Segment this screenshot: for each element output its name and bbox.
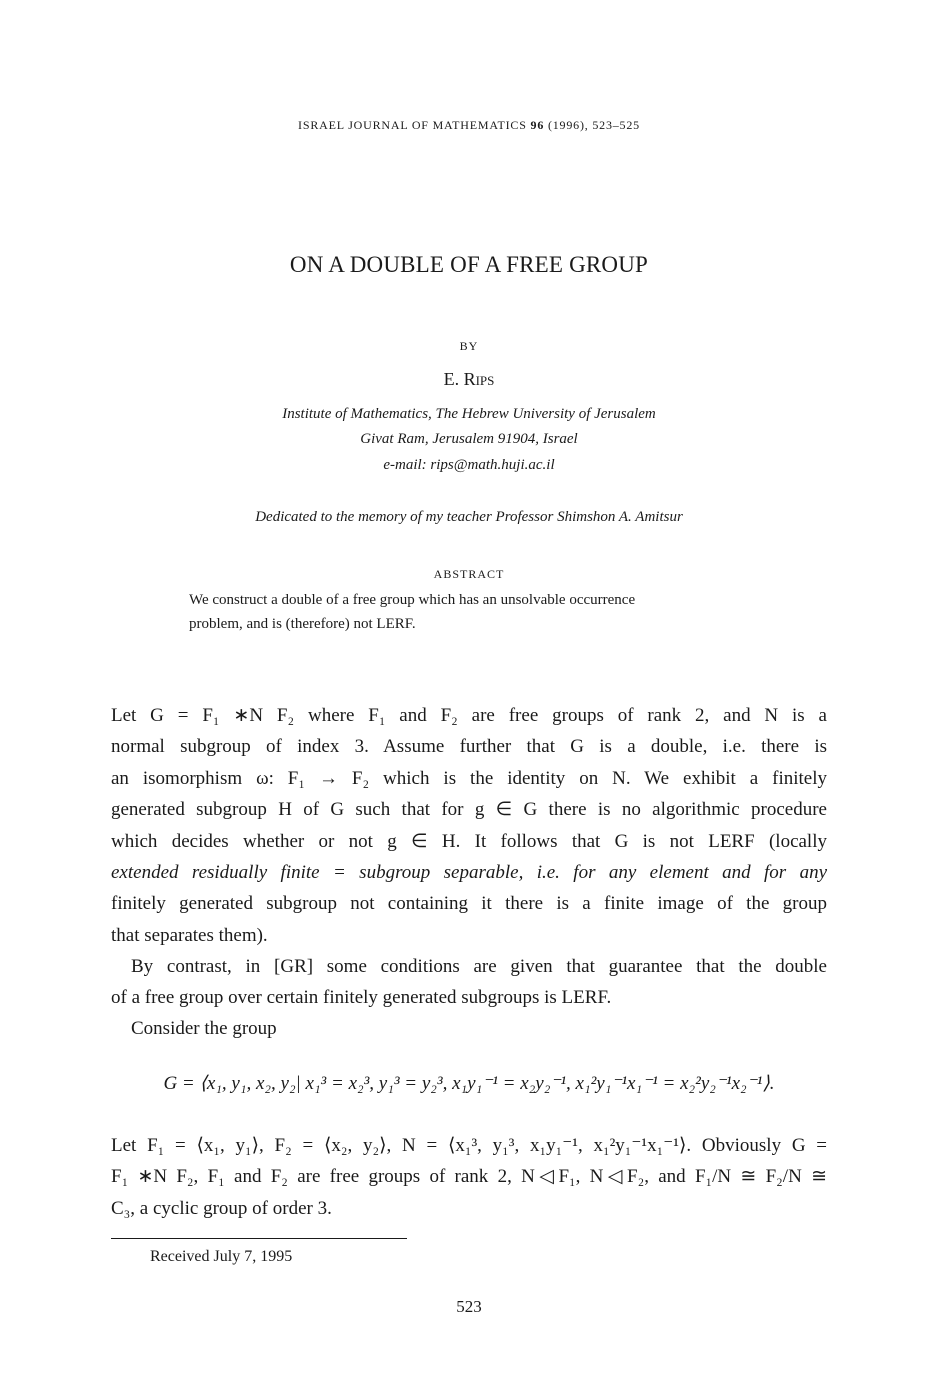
p4-line-3: C₃, a cyclic group of order 3. bbox=[111, 1197, 332, 1219]
p1-line-2: normal subgroup of index 3. Assume further that G is a double, i.e. there is bbox=[111, 736, 827, 758]
journal-name: ISRAEL JOURNAL OF MATHEMATICS bbox=[298, 118, 527, 132]
display-equation: G = ⟨x₁, y₁, x₂, y₂| x₁³ = x₂³, y₁³ = y₂³, x₁y₁⁻¹ = x₂y₂⁻¹, x₁²y₁⁻¹x₁⁻¹ = x₂²y₂⁻¹x₂⁻¹⟩. bbox=[163, 1073, 775, 1094]
author-name: E. Rips bbox=[443, 369, 495, 389]
p1-line-7: finitely generated subgroup not containing it there is a finite image of the group bbox=[111, 893, 827, 915]
paragraph-2 bbox=[111, 951, 827, 1014]
p2-line-1: By contrast, in [GR] some conditions are given that guarantee that the double bbox=[131, 956, 827, 977]
running-header bbox=[0, 118, 938, 133]
paragraph-3 bbox=[111, 1013, 827, 1044]
p1-line-6: extended residually finite = subgroup separable, i.e. for any element and for any bbox=[111, 862, 827, 884]
p4-line-1: Let F₁ = ⟨x₁, y₁⟩, F₂ = ⟨x₂, y₂⟩, N = ⟨x₁³, y₁³, x₁y₁⁻¹, x₁²y₁⁻¹x₁⁻¹⟩. Obviously G = bbox=[111, 1135, 827, 1156]
page-number: 523 bbox=[456, 1297, 482, 1316]
received-date: Received July 7, 1995 bbox=[150, 1248, 293, 1265]
abstract-line-1: We construct a double of a free group which has an unsolvable occurrence bbox=[189, 592, 636, 608]
p1-line-5: which decides whether or not g ∈ H. It follows that G is not LERF (locally bbox=[111, 830, 827, 852]
p1-line-3: an isomorphism ω: F₁ → F₂ which is the identity on N. We exhibit a finitely bbox=[111, 767, 827, 789]
dedication: Dedicated to the memory of my teacher Professor Shimshon A. Amitsur bbox=[255, 509, 683, 525]
paragraph-4 bbox=[111, 1130, 827, 1224]
journal-year-pages: (1996), 523–525 bbox=[547, 118, 640, 132]
p3-line-1: Consider the group bbox=[131, 1018, 277, 1039]
journal-volume: 96 bbox=[530, 118, 545, 132]
paper-title: ON A DOUBLE OF A FREE GROUP bbox=[289, 252, 649, 277]
by-label: BY bbox=[459, 339, 479, 353]
affiliation-email: e-mail: rips@math.huji.ac.il bbox=[383, 457, 555, 473]
p1-line-4: generated subgroup H of G such that for g ∈ G there is no algorithmic procedure bbox=[111, 799, 827, 821]
affiliation-line-1: Institute of Mathematics, The Hebrew University of Jerusalem bbox=[282, 406, 656, 422]
abstract-heading: ABSTRACT bbox=[433, 567, 505, 581]
p1-line-8: that separates them). bbox=[111, 924, 268, 946]
footnote-rule bbox=[111, 1238, 407, 1239]
paragraph-1 bbox=[111, 700, 827, 951]
p1-line-1: Let G = F₁ ∗N F₂ where F₁ and F₂ are free groups of rank 2, and N is a bbox=[111, 705, 827, 726]
p2-line-2: of a free group over certain finitely generated subgroups is LERF. bbox=[111, 987, 612, 1009]
affiliation-line-2: Givat Ram, Jerusalem 91904, Israel bbox=[360, 431, 578, 447]
p4-line-2: F₁ ∗N F₂, F₁ and F₂ are free groups of rank 2, N◁F₁, N◁F₂, and F₁/N ≅ F₂/N ≅ bbox=[111, 1166, 827, 1188]
abstract-line-2: problem, and is (therefore) not LERF. bbox=[189, 616, 416, 632]
